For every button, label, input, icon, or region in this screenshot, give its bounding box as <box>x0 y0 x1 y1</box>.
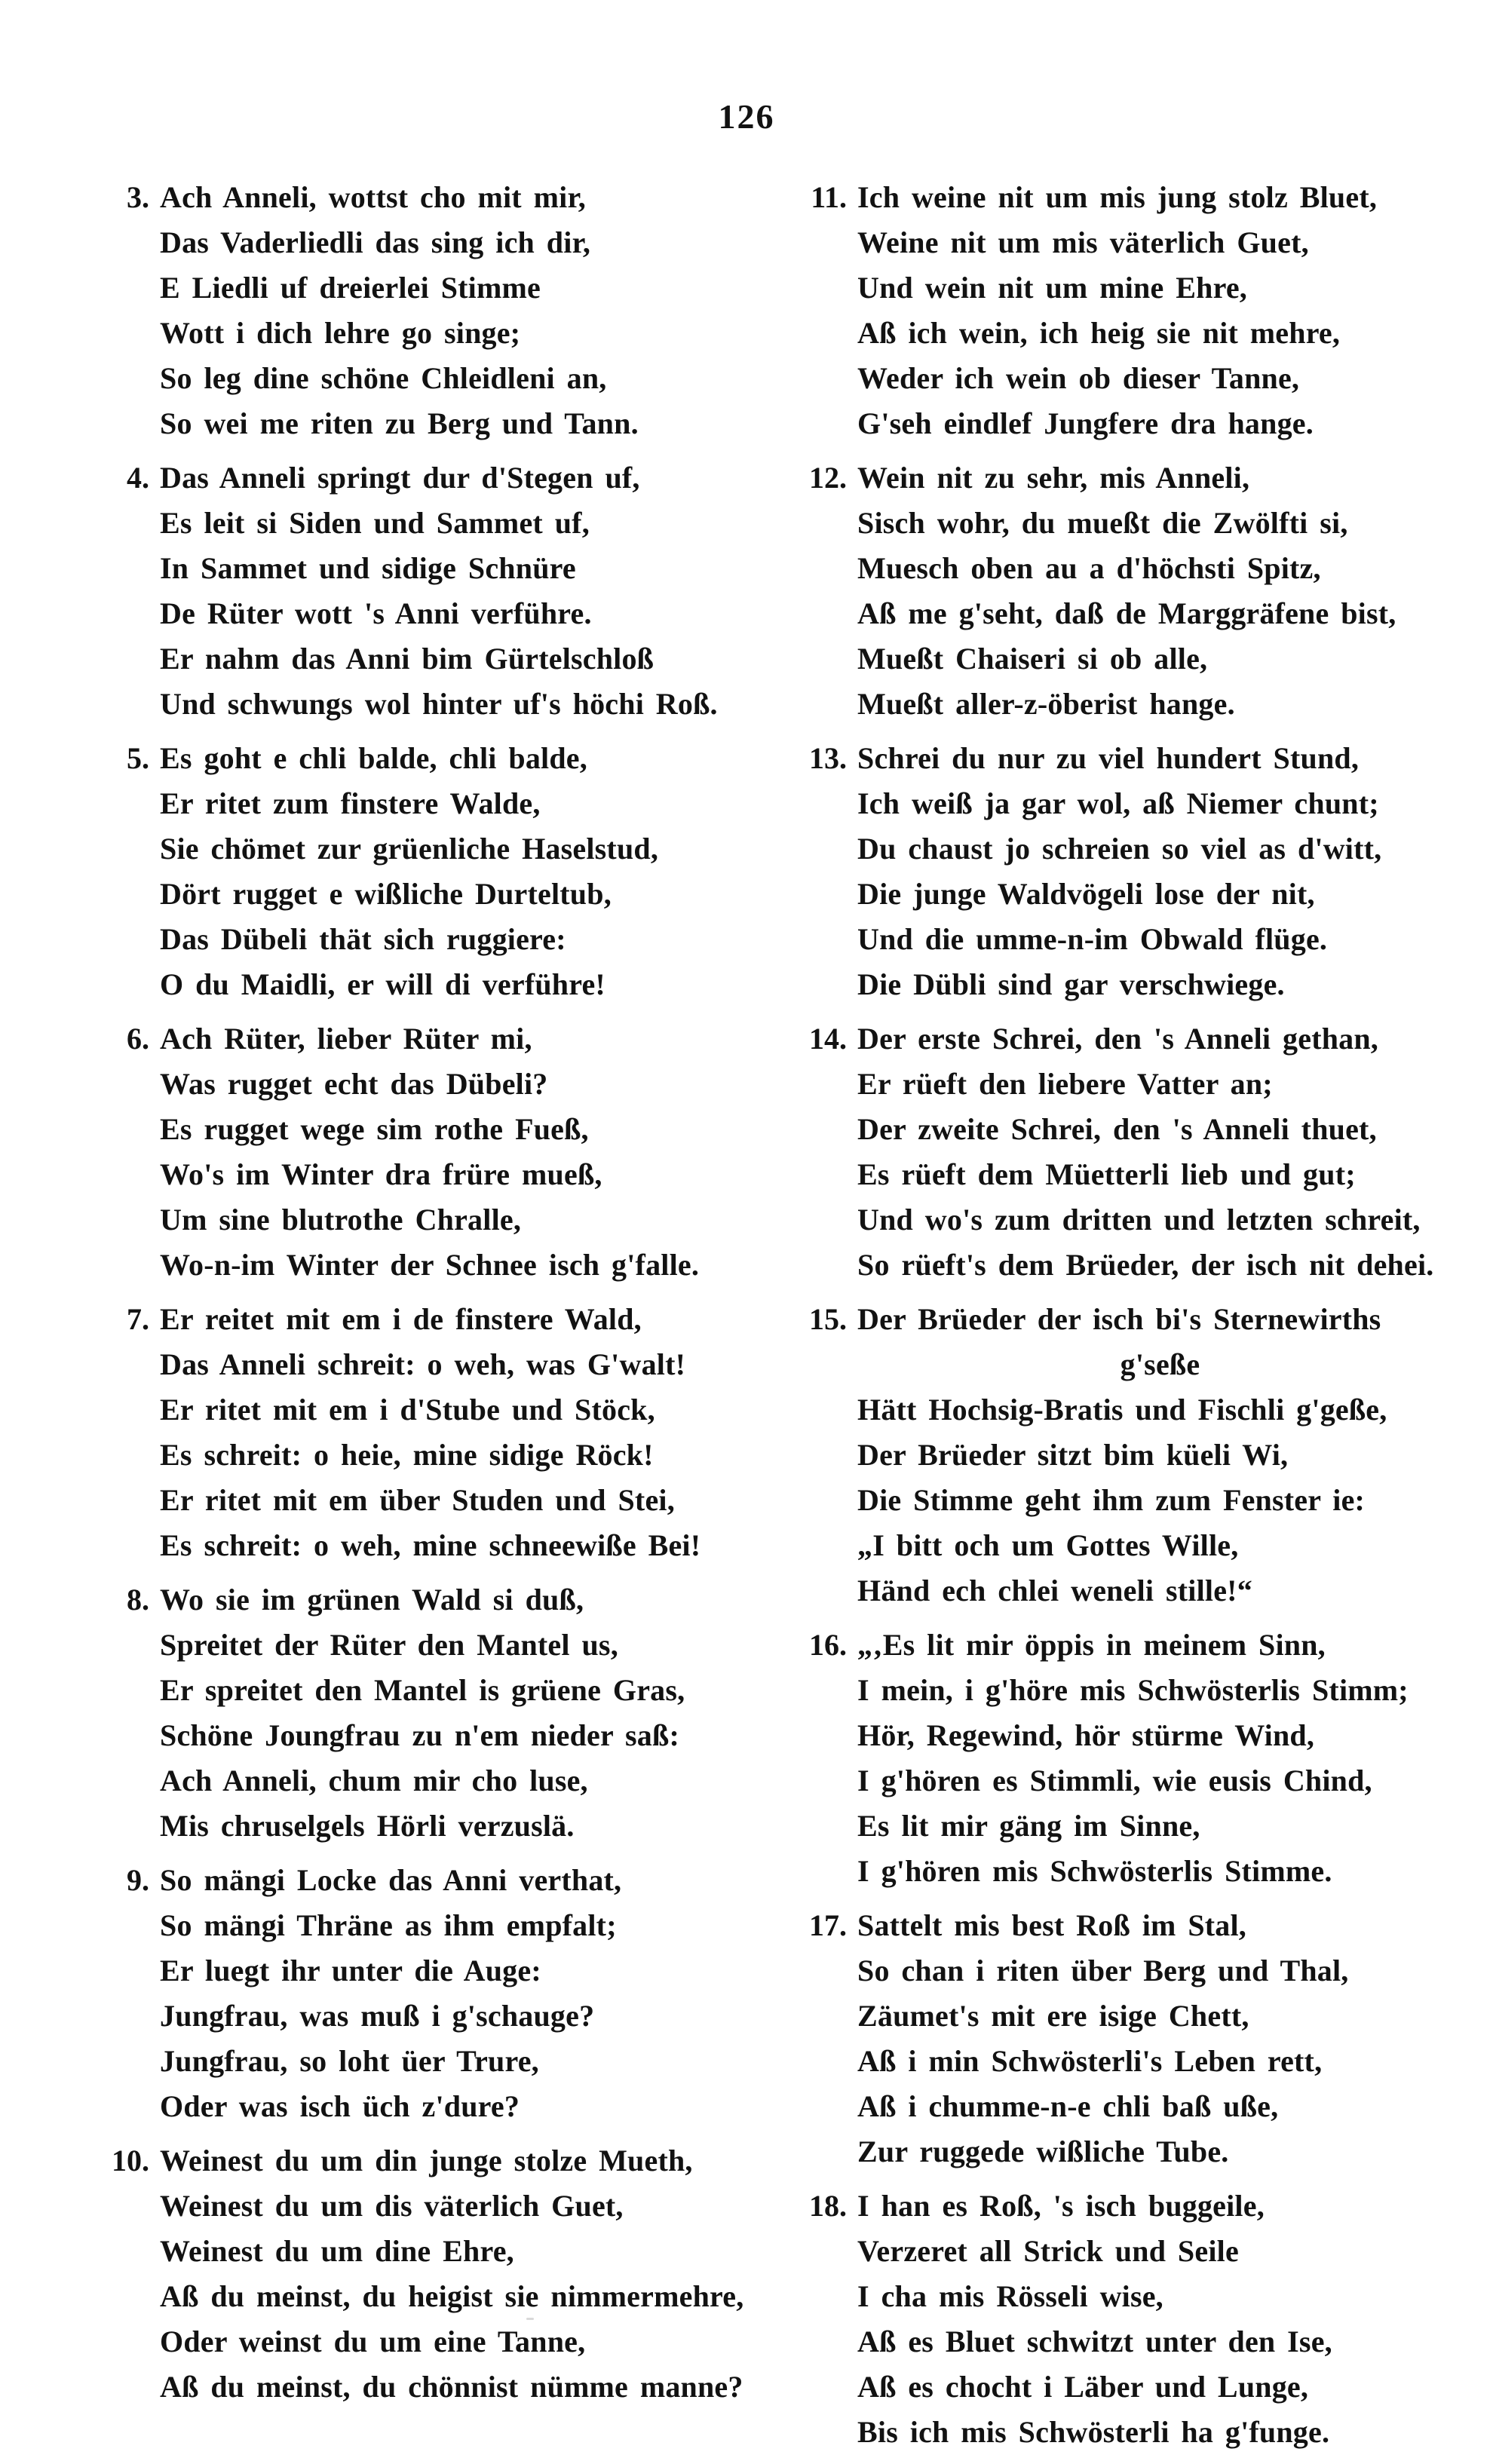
verse-number: 15. <box>809 1302 847 1336</box>
verse-line: So mängi Locke das Anni verthat, <box>160 1863 622 1897</box>
verse-number: 6. <box>127 1022 149 1056</box>
verse-number: 8. <box>127 1583 149 1617</box>
verse-line: Es lit mir gäng im Sinne, <box>857 1809 1200 1843</box>
verse-lines <box>857 736 1463 1007</box>
verse-lines <box>160 175 765 446</box>
verse-line: So leg dine schöne Chleidleni an, <box>160 361 607 395</box>
verse-line: Es goht e chli balde, chli balde, <box>160 741 587 775</box>
verse-line: Die junge Waldvögeli lose der nit, <box>857 877 1315 911</box>
verse-number: 7. <box>127 1302 149 1336</box>
verse-line: Der zweite Schrei, den 's Anneli thuet, <box>857 1112 1377 1146</box>
verse-line: Du chaust jo schreien so viel as d'witt, <box>857 832 1382 866</box>
verse-line: Der erste Schrei, den 's Anneli gethan, <box>857 1022 1379 1056</box>
verse-lines <box>857 2184 1463 2455</box>
verse <box>788 1297 1463 1614</box>
verse-line: Aß du meinst, du chönnist nümme manne? <box>160 2370 743 2404</box>
verse-line: Spreitet der Rüter den Mantel us, <box>160 1628 618 1662</box>
verse-line: Wo's im Winter dra früre mueß, <box>160 1157 602 1191</box>
verse-number: 13. <box>809 741 847 775</box>
verse <box>90 1016 765 1288</box>
verse-line: Wo-n-im Winter der Schnee isch g'falle. <box>160 1248 700 1282</box>
verse-line: So rüeft's dem Brüeder, der isch nit dehei. <box>857 1248 1434 1282</box>
verse-line: Jungfrau, was muß i g'schauge? <box>160 1999 595 2033</box>
verse-lines <box>857 175 1463 446</box>
verse-number: 10. <box>112 2144 149 2177</box>
verse-line: I cha mis Rösseli wise, <box>857 2279 1163 2313</box>
verse-line: Weinest du um dis väterlich Guet, <box>160 2189 624 2223</box>
verse-line: Um sine blutrothe Chralle, <box>160 1203 522 1237</box>
verse-line: „‚Es lit mir öppis in meinem Sinn, <box>857 1628 1326 1662</box>
verse <box>90 1577 765 1849</box>
verse-line: Mueßt Chaiseri si ob alle, <box>857 642 1208 676</box>
verse-line: Hör, Regewind, hör stürme Wind, <box>857 1718 1315 1752</box>
scan-speck <box>526 2318 534 2320</box>
verse-line: Ach Rüter, lieber Rüter mi, <box>160 1022 532 1056</box>
verse <box>788 175 1463 446</box>
verse <box>788 1903 1463 2174</box>
verse-line: Er reitet mit em i de finstere Wald, <box>160 1302 642 1336</box>
verse-number: 11. <box>811 180 847 214</box>
verse-lines <box>857 1016 1463 1288</box>
verse-line: So mängi Thräne as ihm empfalt; <box>160 1908 617 1942</box>
verse <box>90 175 765 446</box>
verse <box>788 1016 1463 1288</box>
verse-number: 3. <box>127 180 149 214</box>
verse-line: So wei me riten zu Berg und Tann. <box>160 406 639 440</box>
verse-line: Wo sie im grünen Wald si duß, <box>160 1583 584 1617</box>
verse-column-left <box>90 175 765 2464</box>
verse <box>90 455 765 727</box>
verse-line: Ach Anneli, chum mir cho luse, <box>160 1764 588 1797</box>
verse-number: 5. <box>127 741 149 775</box>
verse-line: Er luegt ihr unter die Auge: <box>160 1954 541 1987</box>
verse-line: Und schwungs wol hinter uf's höchi Roß. <box>160 687 718 721</box>
verse-line: Weinest du um din junge stolze Mueth, <box>160 2144 693 2177</box>
verse <box>90 1297 765 1568</box>
verse-line: Wein nit zu sehr, mis Anneli, <box>857 461 1250 495</box>
verse-lines <box>160 455 765 727</box>
verse-line: Aß es chocht i Läber und Lunge, <box>857 2370 1309 2404</box>
verse-line: Händ ech chlei weneli stille!“ <box>857 1574 1252 1607</box>
verse-line: Er spreitet den Mantel is grüene Gras, <box>160 1673 685 1707</box>
verse-line: In Sammet und sidige Schnüre <box>160 551 576 585</box>
verse-line: Weinest du um dine Ehre, <box>160 2234 514 2268</box>
verse-line: g'seße <box>1120 1347 1200 1381</box>
verse <box>788 2184 1463 2455</box>
verse-line: G'seh eindlef Jungfere dra hange. <box>857 406 1314 440</box>
verse-line: Hätt Hochsig-Bratis und Fischli g'geße, <box>857 1393 1387 1427</box>
verse-line: Muesch oben au a d'höchsti Spitz, <box>857 551 1321 585</box>
verse-line: Verzeret all Strick und Seile <box>857 2234 1239 2268</box>
verse-lines <box>160 1297 765 1568</box>
verse-line: Aß du meinst, du heigist sie nimmermehre, <box>160 2279 744 2313</box>
verse-line: Der Brüeder der isch bi's Sternewirths <box>857 1302 1381 1336</box>
verse <box>788 1623 1463 1894</box>
verse-line: Aß ich wein, ich heig sie nit mehre, <box>857 316 1341 350</box>
verse-line: „I bitt och um Gottes Wille, <box>857 1528 1239 1562</box>
verse-line: Der Brüeder sitzt bim küeli Wi, <box>857 1438 1289 1472</box>
verse-number: 14. <box>809 1022 847 1056</box>
verse-line: Und wein nit um mine Ehre, <box>857 271 1247 305</box>
verse-line: Es leit si Siden und Sammet uf, <box>160 506 590 540</box>
verse-line: I g'hören mis Schwösterlis Stimme. <box>857 1854 1332 1888</box>
verse-line: Er ritet mit em i d'Stube und Stöck, <box>160 1393 655 1427</box>
verse-line: I g'hören es Stimmli, wie eusis Chind, <box>857 1764 1372 1797</box>
verse-line: Zur ruggede wißliche Tube. <box>857 2135 1229 2168</box>
verse-line: Die Dübli sind gar verschwiege. <box>857 967 1285 1001</box>
verse-line: Das Dübeli thät sich ruggiere: <box>160 922 566 956</box>
verse-number: 18. <box>809 2189 847 2223</box>
verse-line: Ich weine nit um mis jung stolz Bluet, <box>857 180 1378 214</box>
verse-number: 9. <box>127 1863 149 1897</box>
verse-line: Die Stimme geht ihm zum Fenster ie: <box>857 1483 1366 1517</box>
verse-line: Wott i dich lehre go singe; <box>160 316 521 350</box>
verse-line: Oder weinst du um eine Tanne, <box>160 2325 586 2358</box>
verse-line: Jungfrau, so loht üer Trure, <box>160 2044 539 2078</box>
verse-line: I han es Roß, 's isch buggeile, <box>857 2189 1265 2223</box>
verse-line: Sisch wohr, du mueßt die Zwölfti si, <box>857 506 1348 540</box>
verse-line: Weder ich wein ob dieser Tanne, <box>857 361 1300 395</box>
verse-line: Schrei du nur zu viel hundert Stund, <box>857 741 1360 775</box>
verse-line: Mueßt aller-z-öberist hange. <box>857 687 1235 721</box>
verse-line: So chan i riten über Berg und Thal, <box>857 1954 1349 1987</box>
verse-lines <box>160 1016 765 1288</box>
verse-line: Es schreit: o weh, mine schneewiße Bei! <box>160 1528 701 1562</box>
verse-line: Und die umme-n-im Obwald flüge. <box>857 922 1328 956</box>
verse-line: Mis chruselgels Hörli verzuslä. <box>160 1809 575 1843</box>
verse-line: Ich weiß ja gar wol, aß Niemer chunt; <box>857 786 1379 820</box>
verse-line: Sattelt mis best Roß im Stal, <box>857 1908 1247 1942</box>
verse-column-right <box>788 175 1463 2464</box>
verse-number: 17. <box>809 1908 847 1942</box>
verse-line: Dört rugget e wißliche Durteltub, <box>160 877 612 911</box>
verse <box>90 2138 765 2410</box>
verse <box>788 455 1463 727</box>
verse-line: Das Anneli schreit: o weh, was G'walt! <box>160 1347 686 1381</box>
verse-line: Was rugget echt das Dübeli? <box>160 1067 548 1101</box>
verse-lines <box>857 455 1463 727</box>
verse-line: Es rüeft dem Müetterli lieb und gut; <box>857 1157 1356 1191</box>
verse-line: Weine nit um mis väterlich Guet, <box>857 225 1309 259</box>
verse-line: Oder was isch üch z'dure? <box>160 2089 520 2123</box>
page-number: 126 <box>718 97 775 136</box>
verse-number: 16. <box>809 1628 847 1662</box>
verse-line: Schöne Joungfrau zu n'em nieder saß: <box>160 1718 679 1752</box>
verse-line: Aß i chumme-n-e chli baß uße, <box>857 2089 1279 2123</box>
verse-line: Er ritet zum finstere Walde, <box>160 786 541 820</box>
verse-line: Das Anneli springt dur d'Stegen uf, <box>160 461 640 495</box>
verse-line: Er rüeft den liebere Vatter an; <box>857 1067 1273 1101</box>
verse-lines <box>857 1623 1463 1894</box>
verse-line: Es rugget wege sim rothe Fueß, <box>160 1112 589 1146</box>
verse-line: E Liedli uf dreierlei Stimme <box>160 271 541 305</box>
verse-lines <box>160 1858 765 2129</box>
verse-lines <box>160 2138 765 2410</box>
verse-line: Aß i min Schwösterli's Leben rett, <box>857 2044 1323 2078</box>
verse <box>788 736 1463 1007</box>
verse-line: De Rüter wott 's Anni verführe. <box>160 596 592 630</box>
verse-line: O du Maidli, er will di verführe! <box>160 967 605 1001</box>
verse-number: 12. <box>809 461 847 495</box>
verse-line: Und wo's zum dritten und letzten schreit, <box>857 1203 1421 1237</box>
verse-line: Das Vaderliedli das sing ich dir, <box>160 225 591 259</box>
verse-line: Es schreit: o heie, mine sidige Röck! <box>160 1438 654 1472</box>
verse-line: Sie chömet zur grüenliche Haselstud, <box>160 832 659 866</box>
verse-line: Er nahm das Anni bim Gürtelschloß <box>160 642 655 676</box>
verse <box>90 1858 765 2129</box>
verse-line: Ach Anneli, wottst cho mit mir, <box>160 180 586 214</box>
verse-lines <box>857 1297 1463 1614</box>
verse-line: Er ritet mit em über Studen und Stei, <box>160 1483 675 1517</box>
verse <box>90 736 765 1007</box>
verse-line: I mein, i g'höre mis Schwösterlis Stimm; <box>857 1673 1409 1707</box>
verse-columns <box>90 175 1463 2464</box>
verse-lines <box>857 1903 1463 2174</box>
verse-number: 4. <box>127 461 149 495</box>
verse-lines <box>160 1577 765 1849</box>
verse-line: Bis ich mis Schwösterli ha g'funge. <box>857 2415 1330 2449</box>
verse-lines <box>160 736 765 1007</box>
verse-line: Aß es Bluet schwitzt unter den Ise, <box>857 2325 1332 2358</box>
verse-line: Aß me g'seht, daß de Marggräfene bist, <box>857 596 1396 630</box>
verse-line: Zäumet's mit ere isige Chett, <box>857 1999 1249 2033</box>
